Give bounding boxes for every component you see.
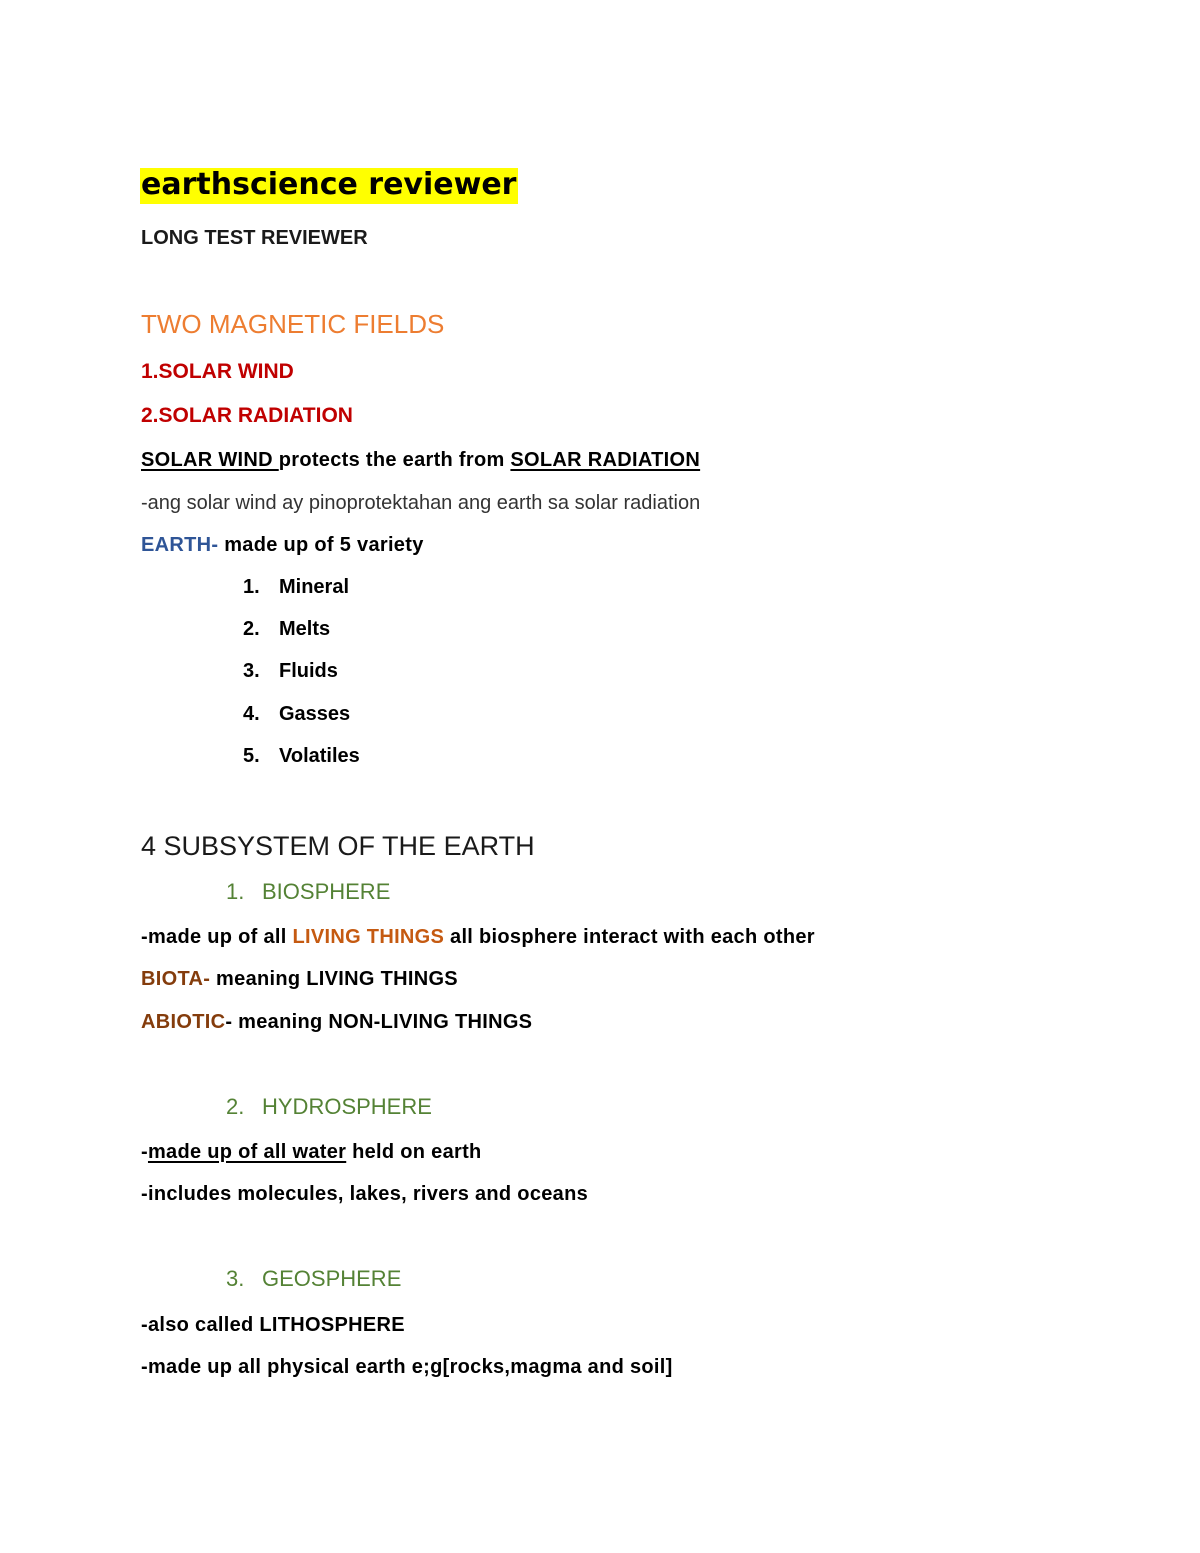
biosphere-heading: 1. BIOSPHERE xyxy=(226,879,391,904)
magnetic-fields-heading: TWO MAGNETIC FIELDS xyxy=(141,309,445,339)
earth-text: made up of 5 variety xyxy=(218,534,424,556)
translation-note: -ang solar wind ay pinoprotektahan ang earth sa solar radiation xyxy=(141,492,701,514)
magnetic-item-solar-radiation: 2.SOLAR RADIATION xyxy=(141,404,353,427)
geosphere-alias: -also called LITHOSPHERE xyxy=(141,1314,405,1336)
sentence-solar-wind: SOLAR WIND xyxy=(141,449,279,471)
list-item: 4. Gasses xyxy=(243,703,351,725)
list-item: 5. Volatiles xyxy=(243,745,360,767)
document-title: earthscience reviewer xyxy=(141,167,517,202)
subsystems-heading: 4 SUBSYSTEM OF THE EARTH xyxy=(141,831,535,861)
list-item: 1. Mineral xyxy=(243,576,350,598)
magnetic-item-solar-wind: 1.SOLAR WIND xyxy=(141,360,294,383)
biosphere-definition: -made up of all LIVING THINGS all biosphere interact with each other xyxy=(141,926,815,948)
hydrosphere-definition: -made up of all water held on earth xyxy=(141,1141,482,1163)
hydrosphere-heading: 2. HYDROSPHERE xyxy=(226,1094,432,1119)
solar-wind-sentence xyxy=(141,450,700,470)
geosphere-heading: 3. GEOSPHERE xyxy=(226,1266,402,1291)
biota-line: BIOTA- meaning LIVING THINGS xyxy=(141,968,458,990)
earth-label: EARTH- xyxy=(141,534,219,556)
hydrosphere-includes: -includes molecules, lakes, rivers and oceans xyxy=(141,1183,589,1205)
list-item: 3. Fluids xyxy=(243,660,338,682)
list-item: 2. Melts xyxy=(243,618,331,640)
sentence-middle: protects the earth from xyxy=(278,449,511,471)
sentence-solar-radiation: SOLAR RADIATION xyxy=(510,449,701,471)
abiotic-line: ABIOTIC- meaning NON-LIVING THINGS xyxy=(141,1011,533,1033)
document-subtitle: LONG TEST REVIEWER xyxy=(141,227,368,249)
geosphere-definition: -made up all physical earth e;g[rocks,magma and soil] xyxy=(141,1356,673,1378)
earth-variety-line xyxy=(141,535,424,555)
